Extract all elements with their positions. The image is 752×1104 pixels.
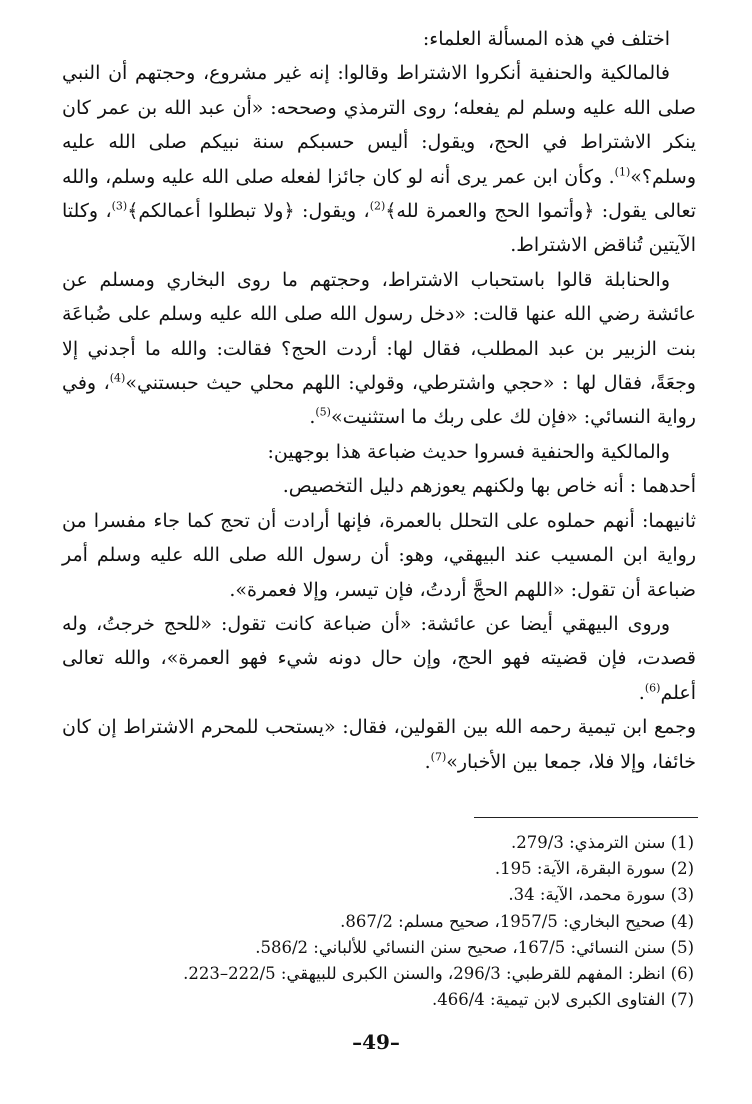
footnote-reference: (3) — [111, 199, 128, 213]
footnote-reference: (6) — [644, 681, 661, 695]
footnote-1: (1) سنن الترمذي: 279/3. — [511, 833, 694, 852]
paragraph-interpretation: والمالكية والحنفية فسروا حديث ضباعة هذا بوجهين: — [267, 440, 670, 463]
footnote-3: (3) سورة محمد، الآية: 34. — [508, 885, 694, 905]
footnote-6: (6) انظر: المفهم للقرطبي: 296/3، والسنن الكبرى للبيهقي: 222/5–223. — [183, 964, 694, 984]
page-number: –49– — [352, 1030, 400, 1054]
footnote-7: (7) الفتاوى الكبرى لابن تيمية: 466/4. — [431, 990, 694, 1010]
footnote-reference: (2) — [369, 199, 386, 213]
paragraph-first-point: أحدهما : أنه خاص بها ولكنهم يعوزهم دليل التخصيص. — [282, 475, 696, 498]
main-text — [62, 22, 696, 779]
footnotes — [94, 830, 694, 1013]
paragraph-second-point: ثانيهما: أنهم حملوه على التحلل بالعمرة، فإنها أرادت أن تحج كما جاء مفسرا من رواية ابن المسيب عند البيهقي، وهو: أن رسول الله صلى الله عليه وسلم أمر ضباعة أن تقول: «اللهم الحجَّ أردتُ، فإن تيسر، وإلا فعمرة». — [62, 509, 696, 601]
paragraph-ibn-taymiyya: وجمع ابن تيمية رحمه الله بين القولين، فقال: «يستحب للمحرم الاشتراط إن كان خائفا، وإلا فلا، جمعا بين الأخبار»$^{(7)}$. — [62, 716, 696, 773]
footnote-reference: (7) — [430, 750, 447, 764]
footnote-reference: (4) — [109, 371, 126, 385]
paragraph-bayhaqi: وروى البيهقي أيضا عن عائشة: «أن ضباعة كانت تقول: «للحج خرجتُ، وله قصدت، فإن قضيته فهو الحج، وإن حال دونه شيء فهو العمرة»، والله تعالى أعلم$^{(6)}$. — [62, 612, 696, 704]
footnote-4: (4) صحيح البخاري: 1957/5، صحيح مسلم: 867/2. — [340, 911, 694, 931]
paragraph-intro: اختلف في هذه المسألة العلماء: — [422, 28, 670, 50]
footnote-reference: (5) — [315, 406, 331, 420]
paragraph-hanabila: والحنابلة قالوا باستحباب الاشتراط، وحجتهم ما روى البخاري ومسلم عن عائشة رضي الله عنها قالت: «دخل رسول الله صلى الله عليه وسلم على ضُباعَة بنت الزبير بن عبد المطلب، فقال لها: أردت الحج؟ فقالت: والله ما أجدني إلا وجعَةً، فقال لها : «حجي واشترطي، وقولي: اللهم محلي حيث حبستني»$^{(4)}$، وفي رواية النسائي: «فإن لك على ربك ما استثنيت»$^{(5)}$. — [62, 268, 696, 429]
footnote-reference: (1) — [614, 165, 631, 179]
paragraph-malikiyya: فالمالكية والحنفية أنكروا الاشتراط وقالوا: إنه غير مشروع، وحجتهم أن النبي صلى الله عليه وسلم لم يفعله؛ روى الترمذي وصححه: «أن عبد الله بن عمر كان ينكر الاشتراط في الحج، ويقول: أليس حسبكم سنة نبيكم صلى الله عليه وسلم؟»$^{(1)}$. وكأن ابن عمر يرى أنه لو كان جائزا لفعله صلى الله عليه وسلم، والله تعالى يقول: ﴿وأتموا الحج والعمرة لله﴾$^{(2)}$، ويقول: ﴿ولا تبطلوا أعمالكم﴾$^{(3)}$، وكلتا الآيتين تُناقض الاشتراط. — [62, 62, 696, 257]
footnote-separator — [474, 817, 698, 818]
footnote-5: (5) سنن النسائي: 167/5، صحيح سنن النسائي للألباني: 586/2. — [255, 937, 694, 957]
footnote-2: (2) سورة البقرة، الآية: 195. — [494, 859, 694, 879]
